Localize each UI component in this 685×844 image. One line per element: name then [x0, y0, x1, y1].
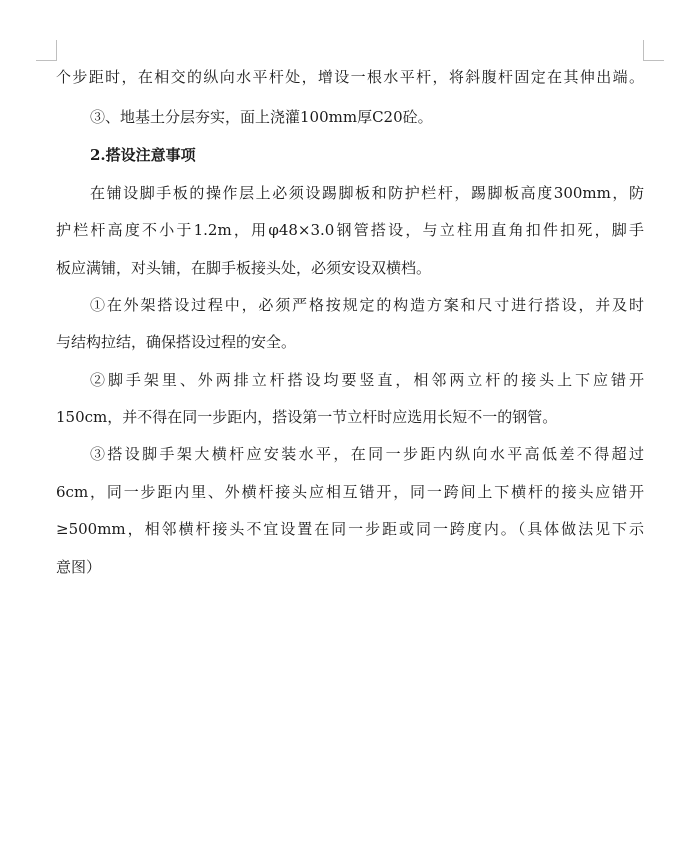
paragraph-line: ②脚手架里、外两排立杆搭设均要竖直，相邻两立杆的接头上下应错开: [90, 371, 644, 389]
paragraph-line: 个步距时，在相交的纵向水平杆处，增设一根水平杆，将斜腹杆固定在其伸出端。: [56, 68, 644, 86]
paragraph-line: ≥500mm，相邻横杆接头不宜设置在同一步距或同一跨度内。（具体做法见下示: [56, 520, 644, 538]
paragraph-line: 意图）: [56, 558, 102, 576]
paragraph-line: 在铺设脚手板的操作层上必须设踢脚板和防护栏杆，踢脚板高度300mm，防: [90, 184, 644, 202]
margin-mark-top-left: [36, 40, 57, 61]
paragraph-line: 护栏杆高度不小于1.2m，用φ48×3.0钢管搭设，与立柱用直角扣件扣死，脚手: [56, 221, 644, 239]
paragraph-line: 150cm，并不得在同一步距内，搭设第一节立杆时应选用长短不一的钢管。: [56, 408, 558, 426]
margin-mark-top-right: [643, 40, 664, 61]
paragraph-line: ③、地基土分层夯实，面上浇灌100mm厚C20砼。: [90, 108, 433, 126]
paragraph-line: 6cm，同一步距内里、外横杆接头应相互错开，同一跨间上下横杆的接头应错开: [56, 483, 644, 501]
paragraph-line: ①在外架搭设过程中，必须严格按规定的构造方案和尺寸进行搭设，并及时: [90, 296, 644, 314]
paragraph-line: 板应满铺，对头铺，在脚手板接头处，必须安设双横档。: [56, 259, 432, 277]
section-heading: 2.搭设注意事项: [90, 146, 196, 164]
paragraph-line: ③搭设脚手架大横杆应安装水平，在同一步距内纵向水平高低差不得超过: [90, 445, 644, 463]
paragraph-line: 与结构拉结，确保搭设过程的安全。: [56, 333, 297, 351]
